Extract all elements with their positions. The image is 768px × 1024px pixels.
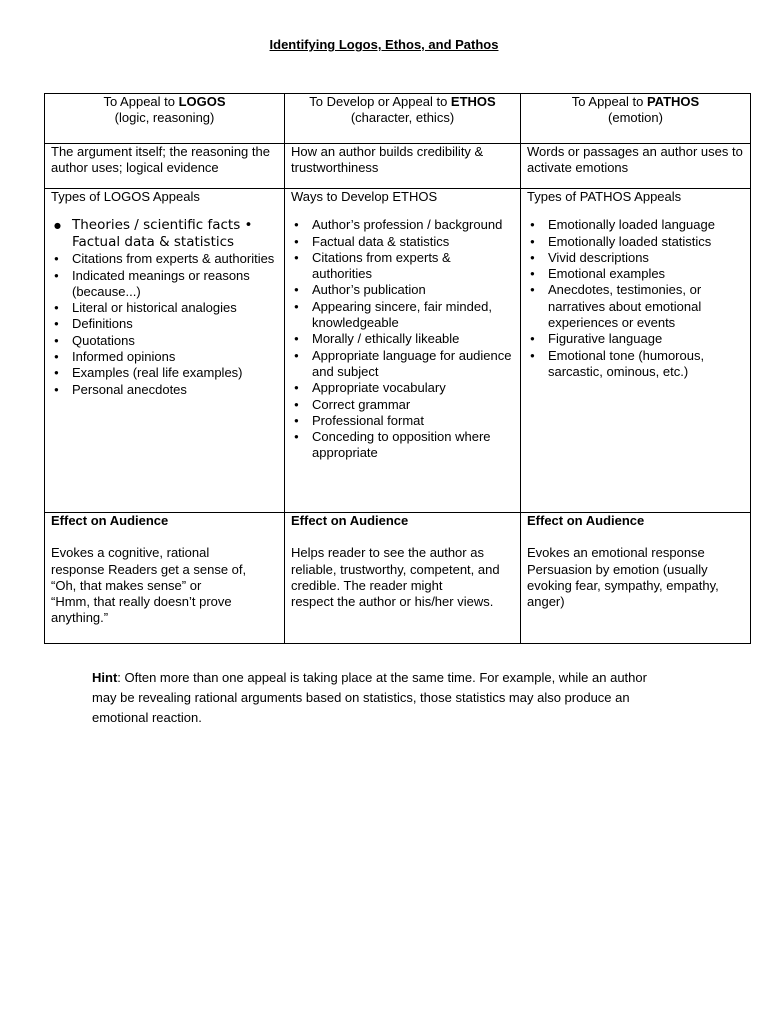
effect-line: response Readers get a sense of, bbox=[51, 561, 247, 577]
header-prefix: To Appeal to bbox=[571, 94, 647, 109]
types-heading: Types of LOGOS Appeals bbox=[51, 189, 200, 204]
header-ethos bbox=[285, 94, 521, 144]
types-ethos bbox=[285, 189, 521, 513]
list-item: ● Literal or historical analogies bbox=[51, 300, 278, 316]
list-item: ● Emotionally loaded statistics bbox=[527, 234, 744, 250]
list-item: ● Emotional tone (humorous, sarcastic, ominous, etc.) bbox=[527, 348, 744, 381]
header-subtitle: (emotion) bbox=[608, 110, 663, 126]
effect-line: “Oh, that makes sense” or bbox=[51, 577, 202, 593]
list-item: ● Definitions bbox=[51, 316, 278, 332]
list-item: ● Informed opinions bbox=[51, 349, 278, 365]
effect-line: Helps reader to see the author as bbox=[291, 545, 484, 561]
header-pathos bbox=[521, 94, 751, 144]
list-item: ● Vivid descriptions bbox=[527, 250, 744, 266]
list-item: ● Factual data & statistics bbox=[291, 234, 514, 250]
header-subtitle: (character, ethics) bbox=[350, 110, 455, 126]
header-row bbox=[45, 94, 751, 144]
list-item: ● Figurative language bbox=[527, 331, 744, 347]
appeals-table bbox=[44, 93, 751, 644]
list-item: ● Professional format bbox=[291, 413, 514, 429]
list-item: ● Conceding to opposition where appropriate bbox=[291, 429, 514, 462]
effect-line: credible. The reader might bbox=[291, 577, 443, 593]
effect-ethos bbox=[285, 513, 521, 644]
effect-line: “Hmm, that really doesn’t prove bbox=[51, 594, 232, 610]
hint-text: : Often more than one appeal is taking place at the same time. For example, while an author may be revealing rational arguments based on statistics, those statistics may also produce an emotional reaction. bbox=[92, 670, 647, 725]
document-title: Identifying Logos, Ethos, and Pathos bbox=[269, 37, 499, 52]
list-item: ● Indicated meanings or reasons (because...) bbox=[51, 268, 278, 301]
effect-pathos bbox=[521, 513, 751, 644]
effect-line: evoking fear, sympathy, empathy, bbox=[527, 577, 719, 593]
list-item: ● Anecdotes, testimonies, or narratives about emotional experiences or events bbox=[527, 282, 744, 331]
types-heading: Ways to Develop ETHOS bbox=[291, 189, 438, 204]
header-subtitle: (logic, reasoning) bbox=[114, 110, 215, 126]
ethos-list bbox=[291, 217, 514, 461]
effect-line: respect the author or his/her views. bbox=[291, 594, 494, 610]
header-prefix: To Develop or Appeal to bbox=[309, 94, 451, 109]
hint-paragraph bbox=[92, 668, 652, 728]
description-logos: The argument itself; the reasoning the author uses; logical evidence bbox=[45, 144, 285, 189]
types-heading: Types of PATHOS Appeals bbox=[527, 189, 682, 204]
list-item: ● Emotional examples bbox=[527, 266, 744, 282]
effect-line: anger) bbox=[527, 594, 565, 610]
list-item: ● Emotionally loaded language bbox=[527, 217, 744, 233]
list-item: ● Appropriate vocabulary bbox=[291, 380, 514, 396]
list-item: ● Citations from experts & authorities bbox=[291, 250, 514, 283]
list-item: ● Author’s profession / background bbox=[291, 217, 514, 233]
types-logos bbox=[45, 189, 285, 513]
list-item: ● Quotations bbox=[51, 333, 278, 349]
list-item: ● Morally / ethically likeable bbox=[291, 331, 514, 347]
header-prefix: To Appeal to bbox=[103, 94, 179, 109]
logos-list bbox=[51, 217, 278, 398]
effect-line: anything.” bbox=[51, 610, 109, 626]
effect-logos bbox=[45, 513, 285, 644]
list-item: ● Appropriate language for audience and subject bbox=[291, 348, 514, 381]
effect-line: Persuasion by emotion (usually bbox=[527, 561, 708, 577]
hint-label: Hint bbox=[92, 670, 118, 685]
header-keyword: PATHOS bbox=[646, 94, 700, 109]
effect-line: Evokes a cognitive, rational bbox=[51, 545, 210, 561]
effect-row bbox=[45, 513, 751, 644]
effect-title: Effect on Audience bbox=[51, 513, 169, 528]
list-item: ● Correct grammar bbox=[291, 397, 514, 413]
header-logos bbox=[45, 94, 285, 144]
types-pathos bbox=[521, 189, 751, 513]
description-pathos: Words or passages an author uses to activate emotions bbox=[521, 144, 751, 189]
pathos-list bbox=[527, 217, 744, 380]
description-row bbox=[45, 144, 751, 189]
list-item: ● Theories / scientific facts • Factual data & statistics bbox=[51, 217, 278, 251]
description-ethos: How an author builds credibility & trustworthiness bbox=[285, 144, 521, 189]
list-item: ● Personal anecdotes bbox=[51, 382, 278, 398]
types-row bbox=[45, 189, 751, 513]
effect-line: reliable, trustworthy, competent, and bbox=[291, 561, 500, 577]
header-keyword: LOGOS bbox=[178, 94, 226, 109]
effect-title: Effect on Audience bbox=[527, 513, 645, 528]
list-item: ● Author’s publication bbox=[291, 282, 514, 298]
effect-title: Effect on Audience bbox=[291, 513, 409, 528]
list-item: ● Appearing sincere, fair minded, knowledgeable bbox=[291, 299, 514, 332]
list-item: ● Examples (real life examples) bbox=[51, 365, 278, 381]
header-keyword: ETHOS bbox=[450, 94, 496, 109]
list-item: ● Citations from experts & authorities bbox=[51, 251, 278, 267]
effect-line: Evokes an emotional response bbox=[527, 545, 705, 561]
